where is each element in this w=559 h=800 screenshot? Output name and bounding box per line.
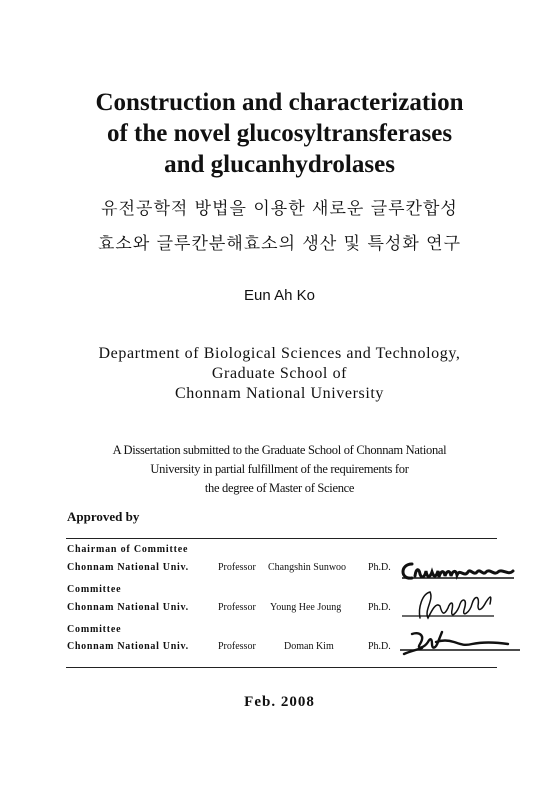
committee-bottom-rule: [66, 667, 497, 668]
signature-member-1: [398, 588, 523, 628]
signature-member-2: [398, 628, 523, 662]
department-line-2: Graduate School of: [211, 365, 348, 382]
dissertation-line-1: A Dissertation submitted to the Graduate School of Chonnam National: [112, 443, 447, 457]
committee-member-name: Young Hee Joung: [270, 602, 342, 613]
committee-degree: Ph.D.: [368, 641, 391, 652]
committee-title: Professor: [218, 641, 256, 652]
committee-degree: Ph.D.: [368, 602, 391, 613]
committee-top-rule: [66, 538, 497, 539]
title-line-1: Construction and characterization: [95, 89, 464, 116]
submission-date: Feb. 2008: [244, 694, 315, 710]
committee-university: Chonnam National Univ.: [67, 641, 189, 652]
approved-by-label: Approved by: [67, 509, 140, 524]
committee-role-member: Committee: [67, 624, 122, 635]
committee-member-name: Changshin Sunwoo: [268, 562, 347, 573]
korean-title-line-2: 효소와 글루칸분해효소의 생산 및 특성화 연구: [97, 234, 462, 254]
korean-title-line-1: 유전공학적 방법을 이용한 새로운 글루칸합성: [101, 199, 458, 219]
author-name: Eun Ah Ko: [244, 287, 315, 304]
committee-degree: Ph.D.: [368, 562, 391, 573]
committee-university: Chonnam National Univ.: [67, 602, 189, 613]
committee-member-name: Doman Kim: [284, 641, 334, 652]
dissertation-line-2: University in partial fulfillment of the requirements for: [150, 462, 409, 476]
committee-title: Professor: [218, 602, 256, 613]
committee-role-member: Committee: [67, 584, 122, 595]
department-line-3: Chonnam National University: [174, 385, 385, 402]
department-line-1: Department of Biological Sciences and Technology,: [98, 345, 461, 362]
committee-role-chairman: Chairman of Committee: [67, 544, 189, 555]
dissertation-line-3: the degree of Master of Science: [204, 481, 355, 495]
committee-university: Chonnam National Univ.: [67, 562, 189, 573]
title-line-2: of the novel glucosyltransferases: [106, 120, 453, 147]
title-line-3: and glucanhydrolases: [164, 151, 395, 178]
committee-title: Professor: [218, 562, 256, 573]
signature-chairman: [398, 554, 523, 588]
